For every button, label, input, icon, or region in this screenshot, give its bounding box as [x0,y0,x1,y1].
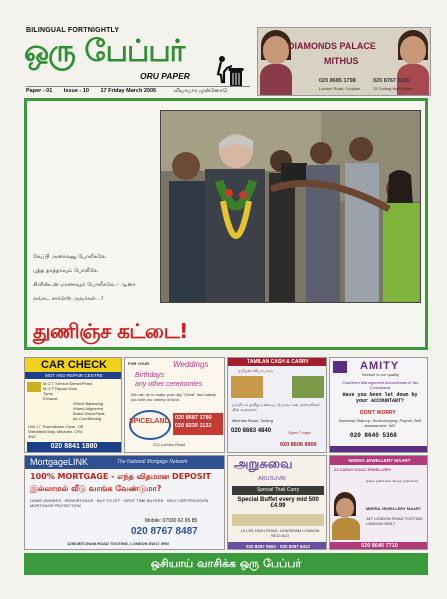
meera-phone: 020 8640 7710 [330,542,428,550]
arusuvai-ad[interactable] [227,455,327,550]
car-check-ad[interactable] [24,357,122,453]
footer-slogan: ஒசியாய் வாசிக்க ஒரு பேப்பர் [24,553,428,575]
model-photo-left [263,36,289,64]
arusuvai-phone-1: 020 8297 0562 [245,544,276,549]
ad-address-right: 78 Tooting High Street [373,86,413,91]
lead-story-photo [160,110,421,303]
story-line: புத்த தாத்தாவும் போலீலே [33,268,98,274]
story-line: கிளின்டன் மானாவும் போலீசுலே - ஆனா [33,282,136,288]
car-icon [27,382,41,392]
service-item: Air Conditioning [73,416,102,421]
meera-address: 187 LONDON ROAD TOOTING LONDON SW17 [366,516,423,526]
mortgage-mobile: Mobile: 07930 62 65 85 [145,518,198,524]
spiceland-body: We can try to make your day "Great" and satisfy you with our variety of food. [131,392,217,402]
story-line: கேப்பி அனாலனு போலீசுலே [33,254,106,260]
car-check-address: Unit 17, Roundshaw Close, Off Streatfield Way, Mitcham, CR4 3NX [28,424,83,439]
mortgage-phone: 020 8767 8487 [131,526,198,537]
service-item: Tyres [43,391,53,396]
amity-sub: Chartered Management Accountants & Tax Consultants [341,380,419,390]
amity-extra: Business Start-up, Book-keeping, Payroll, Self Assessment, VAT [339,418,421,428]
service-item: Wheel Alignment [73,406,104,411]
amity-footer-bar [330,446,428,453]
spiceland-intro: FOR YOUR [128,361,150,366]
meera-jewellery-ad[interactable] [329,455,428,550]
issue-date: 17 Friday March 2005 [100,88,157,94]
service-item: M.O.T Service/Diesel/Petrol [43,381,93,386]
story-headline[interactable]: துணிஞ்ச கட்டை! [33,319,188,343]
arusuvai-phones: 020 8297 0562 · 020 8297 6412 [228,542,327,550]
arusuvai-address: 19 LEE HIGH ROAD, LEWISHAM LONDON SE13 5LD [240,528,320,538]
mortgage-line-1: 100% MORTGAGE - எந்த விதமான DEPOSIT [30,472,212,481]
meera-name: MEERA JEWELLERY MAART [366,506,422,511]
model-photo-right [400,36,426,64]
service-item: Exhaust [43,396,58,401]
car-check-title: CAR CHECK [25,358,122,372]
mortgage-body: HOME OWNERS · REMORTGAGE · BUY TO LET · FIRST TIME BUYERS · SELF CERTIFICATION · MORTGAGE PROTECTION [30,498,211,508]
meera-title: MEERA JEWELLERY MAART [330,456,428,465]
car-check-phone: 020 8841 1880 [27,442,121,452]
amity-tagline: Service is our quality [362,372,399,377]
mortgage-line-2: இல்லாமல் வீடு வாங்க வேண்டுமா? [30,484,162,493]
jewellery-model-photo [336,498,354,518]
mortgagelink-ad[interactable] [24,455,225,550]
recycle-bin-icon [212,54,246,90]
arusuvai-phone-2: 020 8297 6412 [280,544,311,549]
ad-phone-left: 020 8685 1798 [319,78,356,84]
amity-cta: DON'T WORRY [360,410,396,416]
arusuvai-title: ARUSUVAI [258,476,286,482]
spiceland-other: any other ceremonies [135,381,203,388]
spiceland-ad[interactable] [124,357,225,453]
food-photo [232,514,324,526]
service-item: Wheel Balancing [73,401,104,406]
mortgage-address: 1258 MITCHAM ROAD TOOTING, LONDON SW17 0RN [67,541,169,546]
meera-body: தங்க நகைகள் வைர நகைகள் [366,478,419,483]
diamonds-palace-ad[interactable] [257,27,431,96]
ad-address-left: London Road, Croydon [319,86,361,91]
amity-logo-icon [333,361,347,373]
spiceland-address: 212 London Road [153,442,185,447]
story-line: எங்கட சார்ள்ஸ் அவர்கள்...! [33,296,104,302]
meera-sub: 22 CARAT GOLD JEWELLERY [334,467,392,472]
tamilan-body: நம்மிடம் தமிழ் உணவுப் பொருட்கள் மரக்கறிகள் மீன் வகைகள் [232,402,320,412]
spiceland-birthdays: Birthdays [135,372,165,379]
amity-ad[interactable] [329,357,428,453]
paper-number: Paper - 01 [26,88,53,94]
tamilan-phone-1: 020 8683 4840 [231,428,272,434]
service-item: M.O.T Repair Work [43,386,78,391]
issue-number: Issue - 10 [63,88,89,94]
spiceland-phone-1: 020 8687 1780 [175,415,212,421]
amity-phone: 020 8640 5368 [350,432,397,439]
car-check-sub: MOT AND REPAIR CENTRE [25,372,122,379]
spiceland-phone-2: 020 8239 1132 [175,423,212,429]
spiceland-name: SPICELAND [129,418,170,425]
spiceland-phone-box [173,413,223,435]
mortgage-header [25,456,225,469]
amity-name: AMITY [360,360,400,372]
tamilan-sub: தமிழன் வியாபாரம் [238,368,274,373]
tamilan-title: TAMILAN CASH & CARRY [228,358,327,366]
masthead-title-english: ORU PAPER [140,71,190,81]
issue-bar [26,86,250,97]
tamilan-cash-carry-ad[interactable] [227,357,327,453]
model-dress [260,64,292,95]
masthead-tamil-note: வியாபார முன்னோடு [173,88,228,94]
masthead-title-tamil: ஒரு பேப்பர் [24,34,185,69]
arusuvai-title-tamil: அறுசுவை [234,457,293,472]
produce-photo [292,376,324,398]
service-item: Brake Discs/Pads [73,411,105,416]
produce-photo [231,376,263,398]
arusuvai-special: Special Thali Curry [232,486,324,495]
model-dress [332,518,360,540]
tamilan-open: Open 7 days [288,430,311,435]
arusuvai-offer: Special Buffet every mid 500 £4.99 [237,497,319,509]
tagline: BILINGUAL FORTNIGHTLY [26,27,120,34]
mortgage-network: The National Mortgage Network [117,459,188,465]
spiceland-weddings: Weddings [173,360,209,369]
ad-subtitle: MITHUS [324,56,359,66]
amity-question: Have you been let down by your ACCOUNTANT? [342,392,418,404]
mortgage-title: MortgageLINK [30,457,89,467]
ad-phone-right: 020 8767 5335 [373,78,410,84]
tamilan-address: Mitcham Road, Tooting [232,418,273,423]
tamilan-phone-2: 020 8606 9900 [280,442,317,448]
globe-icon [129,410,171,440]
ad-title: DIAMONDS PALACE [288,41,376,51]
